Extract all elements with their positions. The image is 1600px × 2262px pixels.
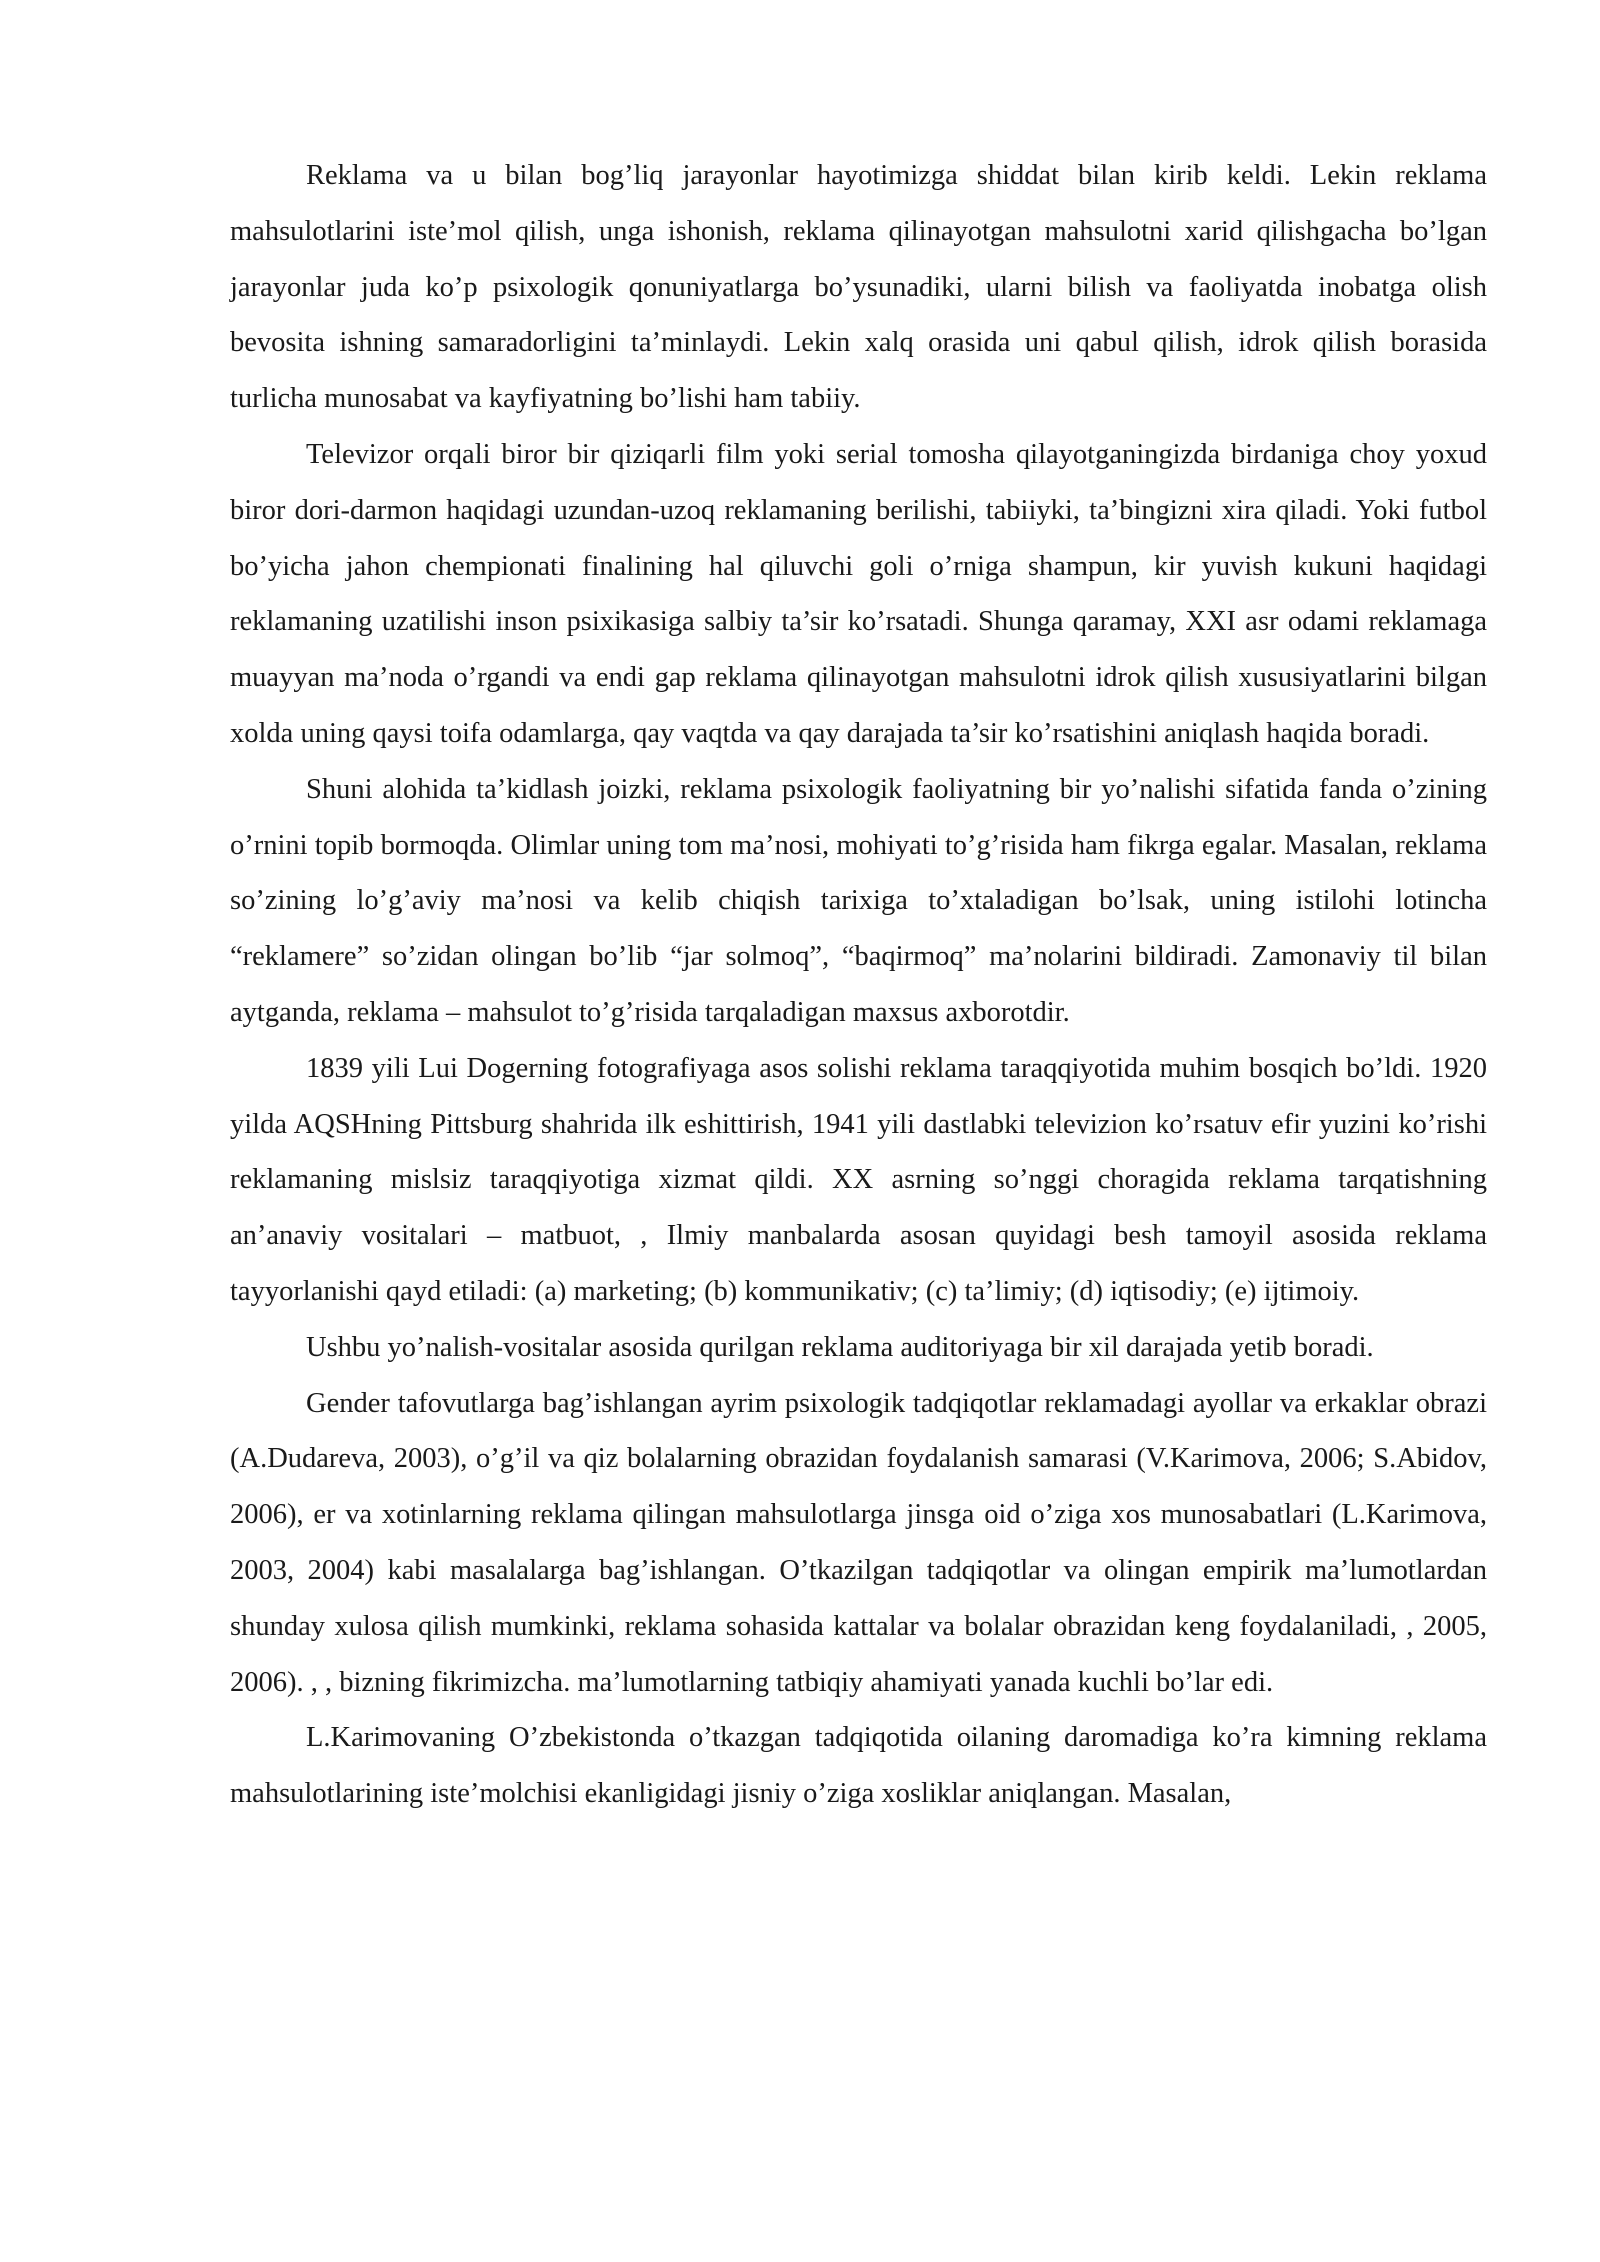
paragraph-5: Ushbu yo’nalish-vositalar asosida qurilgan reklama auditoriyaga bir xil darajada yetib boradi. <box>306 1331 1374 1363</box>
paragraph-4: 1839 yili Lui Dogerning fotografiyaga asos solishi reklama taraqqiyotida muhim bosqich bo’ldi. 1920 yilda AQSHning Pittsburg shahrida ilk eshittirish, 1941 yili dastlabki televizion ko’rsatuv efir yuzini ko’rishi reklamaning mislsiz taraqqiyotiga xizmat qildi. XX asrning so’nggi choragida reklama tarqatishning an’anaviy vositalari – matbuot, , Ilmiy manbalarda asosan quyidagi besh tamoyil asosida reklama tayyorlanishi qayd etiladi: (a) marketing; (b) kommunikativ; (c) ta’limiy; (d) iqtisodiy; (e) ijtimoiy. <box>230 1052 1487 1307</box>
document-body <box>230 148 1487 1822</box>
paragraph-1: Reklama va u bilan bog’liq jarayonlar hayotimizga shiddat bilan kirib keldi. Lekin reklama mahsulotlarini iste’mol qilish, unga ishonish, reklama qilinayotgan mahsulotni xarid qilishgacha bo’lgan jarayonlar juda ko’p psixologik qonuniyatlarga bo’ysunadiki, ularni bilish va faoliyatda inobatga olish bevosita ishning samaradorligini ta’minlaydi. Lekin xalq orasida uni qabul qilish, idrok qilish borasida turlicha munosabat va kayfiyatning bo’lishi ham tabiiy. <box>230 160 1487 415</box>
paragraph-2: Televizor orqali biror bir qiziqarli film yoki serial tomosha qilayotganingizda birdaniga choy yoxud biror dori-darmon haqidagi uzundan-uzoq reklamaning berilishi, tabiiyki, ta’bingizni xira qiladi. Yoki futbol bo’yicha jahon chempionati finalining hal qiluvchi goli o’rniga shampun, kir yuvish kukuni haqidagi reklamaning uzatilishi inson psixikasiga salbiy ta’sir ko’rsatadi. Shunga qaramay, XXI asr odami reklamaga muayyan ma’noda o’rgandi va endi gap reklama qilinayotgan mahsulotni idrok qilish xususiyatlarini bilgan xolda uning qaysi toifa odamlarga, qay vaqtda va qay darajada ta’sir ko’rsatishini aniqlash haqida boradi. <box>230 438 1487 749</box>
paragraph-6: Gender tafovutlarga bag’ishlangan ayrim psixologik tadqiqotlar reklamadagi ayollar va erkaklar obrazi (A.Dudareva, 2003), o’g’il va qiz bolalarning obrazidan foydalanish samarasi (V.Karimova, 2006; S.Abidov, 2006), er va xotinlarning reklama qilingan mahsulotlarga jinsga oid o’ziga xos munosabatlari (L.Karimova, 2003, 2004) kabi masalalarga bag’ishlangan. O’tkazilgan tadqiqotlar va olingan empirik ma’lumotlardan shunday xulosa qilish mumkinki, reklama sohasida kattalar va bolalar obrazidan keng foydalaniladi, , 2005, 2006). , , bizning fikrimizcha. ma’lumotlarning tatbiqiy ahamiyati yanada kuchli bo’lar edi. <box>230 1387 1487 1698</box>
paragraph-7: L.Karimovaning O’zbekistonda o’tkazgan tadqiqotida oilaning daromadiga ko’ra kimning reklama mahsulotlarining iste’molchisi ekanligidagi jisniy o’ziga xosliklar aniqlangan. Masalan, <box>230 1722 1487 1810</box>
paragraph-3: Shuni alohida ta’kidlash joizki, reklama psixologik faoliyatning bir yo’nalishi sifatida fanda o’zining o’rnini topib bormoqda. Olimlar uning tom ma’nosi, mohiyati to’g’risida ham fikrga egalar. Masalan, reklama so’zining lo’g’aviy ma’nosi va kelib chiqish tarixiga to’xtaladigan bo’lsak, uning istilohi lotincha “reklamere” so’zidan olingan bo’lib “jar solmoq”, “baqirmoq” ma’nolarini bildiradi. Zamonaviy til bilan aytganda, reklama – mahsulot to’g’risida tarqaladigan maxsus axborotdir. <box>230 773 1487 1028</box>
